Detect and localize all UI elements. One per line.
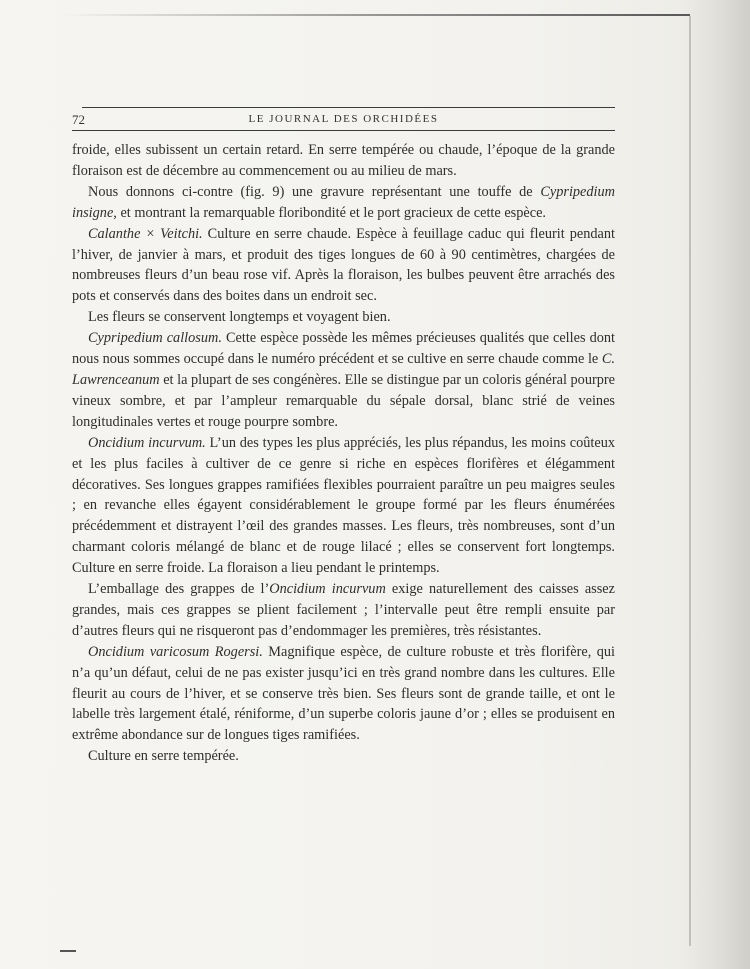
- page-number: 72: [72, 112, 85, 127]
- text-run: Nous donnons ci-contre (fig. 9) une gravure représentant une touffe de: [88, 183, 541, 200]
- italic-term: C. Lawrenceanum: [72, 351, 615, 388]
- paragraph: [72, 182, 615, 224]
- paragraph: [72, 579, 615, 642]
- bottom-scan-mark: [60, 950, 76, 952]
- binding-edge: [689, 16, 691, 946]
- text-run: et la plupart de ses congénères. Elle se distingue par un coloris général pourpre vineux sombre, et par l’ampleur remarquable du sépale dorsal, blanc strié de veines longitudinales vertes et rouge pourpre sombre.: [72, 371, 615, 430]
- header-rule-bottom: [72, 130, 615, 131]
- paragraph: [72, 224, 615, 308]
- paragraph: [72, 140, 615, 182]
- text-run: L’emballage des grappes de l’: [88, 581, 270, 598]
- paragraph: [72, 642, 615, 747]
- paragraph: [72, 307, 615, 328]
- running-title: LE JOURNAL DES ORCHIDÉES: [248, 113, 439, 125]
- italic-term: Cypripedium callosum.: [88, 330, 222, 347]
- text-run: L’un des types les plus appréciés, les plus répandus, les moins coûteux et les plus faciles à cultiver de ce genre si riche en espèces florifères et élégamment décoratives. Ses longues grappes ramifiées flexibles pourraient paraître un peu maigres seules ; en revanche elles égayent considérablement le groupe formé par les fleurs énumérées précédemment et distrayent l’œil des grandes masses. Les fleurs, très nombreuses, sont d’un charmant coloris mélangé de blanc et de rouge lilacé ; elles se conservent fort longtemps. Culture en serre froide. La floraison a lieu pendant le printemps.: [72, 434, 615, 577]
- text-run: Cette espèce possède les mêmes précieuses qualités que celles dont nous nous sommes occupé dans le numéro précédent et se cultive en serre chaude comme le: [72, 330, 616, 368]
- text-run: exige naturellement des caisses assez grandes, mais ces grappes se plient facilement ; l’intervalle peut être rempli ensuite par d’autres fleurs qui ne risqueront pas d’endommager les premières, très résistantes.: [72, 581, 615, 639]
- italic-term: Calanthe × Veitchi.: [88, 225, 203, 242]
- paragraph: [72, 328, 615, 433]
- text-run: et montrant la remarquable floribondité et le port gracieux de cette espèce.: [116, 204, 546, 221]
- text-run: Culture en serre chaude. Espèce à feuillage caduc qui fleurit pendant l’hiver, de janvier à mars, et produit des tiges longues de 60 à 90 centimètres, chargées de nombreuses fleurs d’un beau rose vif. Après la floraison, les bulbes peuvent être arrachés des pots et conservés dans des boites dans un endroit sec.: [72, 225, 615, 305]
- italic-term: Cypripedium insigne,: [72, 183, 615, 221]
- top-scan-edge: [60, 14, 690, 16]
- text-run: Les fleurs se conservent longtemps et voyagent bien.: [88, 309, 391, 326]
- italic-term: Oncidium incurvum.: [88, 434, 206, 451]
- article-body: [72, 140, 615, 767]
- running-header: [72, 104, 615, 134]
- italic-term: Oncidium varicosum Rogersi.: [88, 643, 263, 660]
- text-run: Magnifique espèce, de culture robuste et très florifère, qui n’a qu’un défaut, celui de ne pas exister jusqu’ici en très grand nombre dans les cultures. Elle fleurit au cours de l’hiver, et se conserve très bien. Ses fleurs sont de grande taille, et ont le labelle très largement étalé, réniforme, d’un superbe coloris jaune d’or ; elles se produisent en extrême abondance sur de longues tiges ramifiées.: [72, 643, 615, 744]
- italic-term: Oncidium incurvum: [269, 581, 386, 598]
- text-run: Culture en serre tempérée.: [88, 748, 239, 765]
- paragraph: [72, 433, 615, 579]
- paragraph: [72, 746, 615, 767]
- text-run: froide, elles subissent un certain retard. En serre tempérée ou chaude, l’époque de la grande floraison est de décembre au commencement ou au milieu de mars.: [72, 142, 615, 179]
- header-rule-top: [82, 107, 615, 108]
